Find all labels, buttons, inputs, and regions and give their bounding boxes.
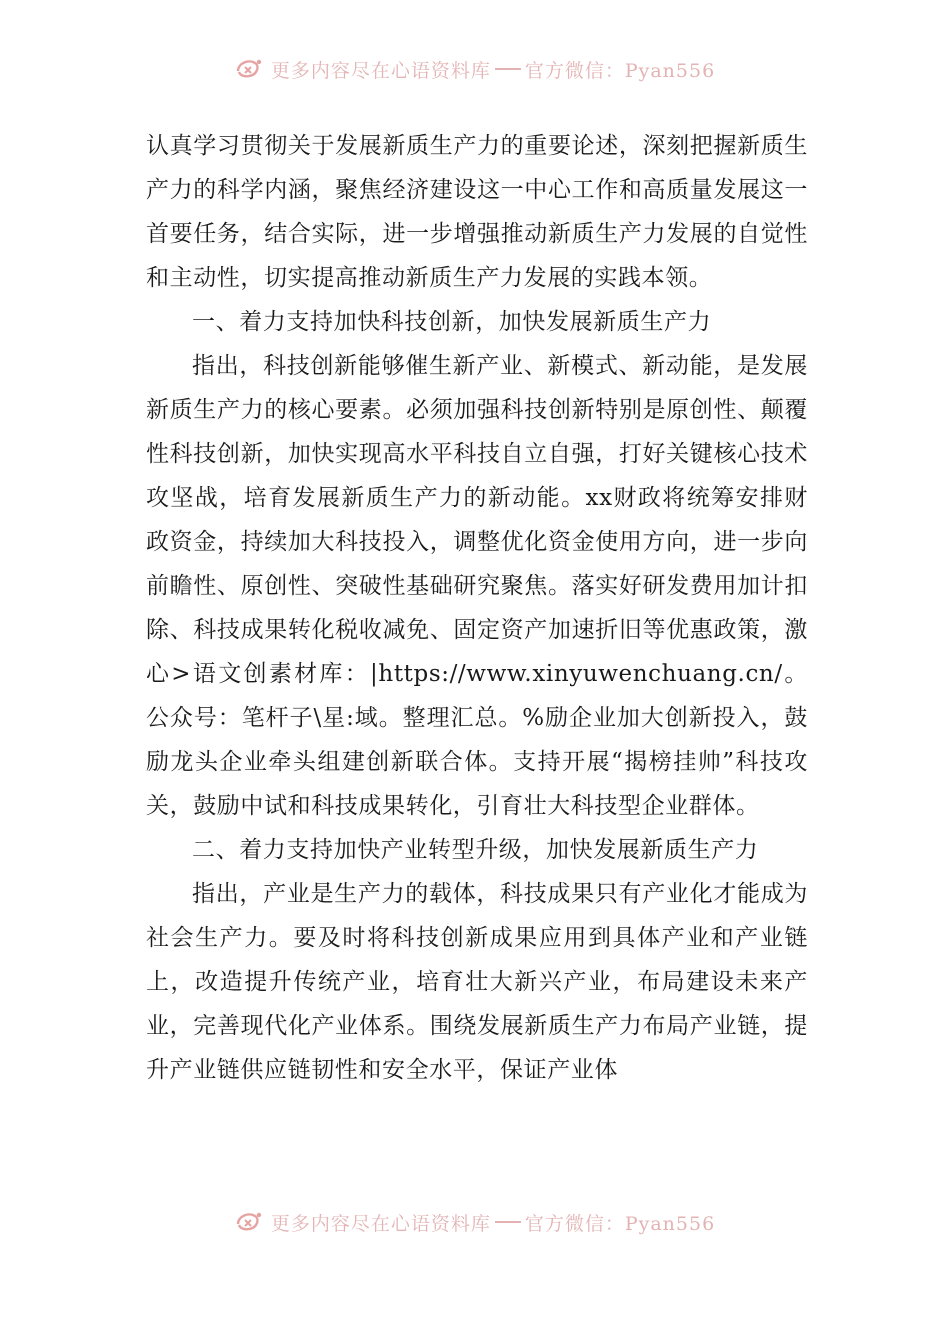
brand-logo-icon xyxy=(235,57,265,81)
section-heading-2: 二、着力支持加快产业转型升级，加快发展新质生产力 xyxy=(192,837,759,863)
footer-watermark xyxy=(0,1207,950,1237)
header-watermark-text: 更多内容尽在心语资料库 xyxy=(270,59,491,82)
header-watermark-wechat: 官方微信：Pyan556 xyxy=(524,59,716,82)
header-watermark-dash xyxy=(495,68,521,70)
paragraph-section-1: 指出，科技创新能够催生新产业、新模式、新动能，是发展新质生产力的核心要素。必须加强科技创新特别是原创性、颠覆性科技创新，加快实现高水平科技自立自强，打好关键核心技术攻坚战，培育发展新质生产力的新动能。xx财政将统筹安排财政资金，持续加大科技投入，调整优化资金使用方向，进一步向前瞻性、原创性、突破性基础研究聚焦。落实好研发费用加计扣除、科技成果转化税收减免、固定资产加速折旧等优惠政策，激心>语文创素材库：|https://www.xinyuwenchuang.cn/。公众号：笔杆子\星:域。整理汇总。%励企业加大创新投入，鼓励龙头企业牵头组建创新联合体。支持开展“揭榜挂帅”科技攻关，鼓励中试和科技成果转化，引育壮大科技型企业群体。 xyxy=(146,353,808,819)
paragraph-intro: 认真学习贯彻关于发展新质生产力的重要论述，深刻把握新质生产力的科学内涵，聚焦经济建设这一中心工作和高质量发展这一首要任务，结合实际，进一步增强推动新质生产力发展的自觉性和主动性，切实提高推动新质生产力发展的实践本领。 xyxy=(146,133,808,291)
header-watermark xyxy=(0,54,950,84)
brand-logo-icon xyxy=(235,1210,265,1234)
body-text xyxy=(146,124,808,1092)
footer-watermark-dash xyxy=(495,1221,521,1223)
footer-watermark-text: 更多内容尽在心语资料库 xyxy=(270,1212,491,1235)
footer-watermark-wechat: 官方微信：Pyan556 xyxy=(524,1212,716,1235)
paragraph-section-2: 指出，产业是生产力的载体，科技成果只有产业化才能成为社会生产力。要及时将科技创新成果应用到具体产业和产业链上，改造提升传统产业，培育壮大新兴产业，布局建设未来产业，完善现代化产业体系。围绕发展新质生产力布局产业链，提升产业链供应链韧性和安全水平，保证产业体 xyxy=(146,881,808,1083)
section-heading-1: 一、着力支持加快科技创新，加快发展新质生产力 xyxy=(192,309,712,335)
